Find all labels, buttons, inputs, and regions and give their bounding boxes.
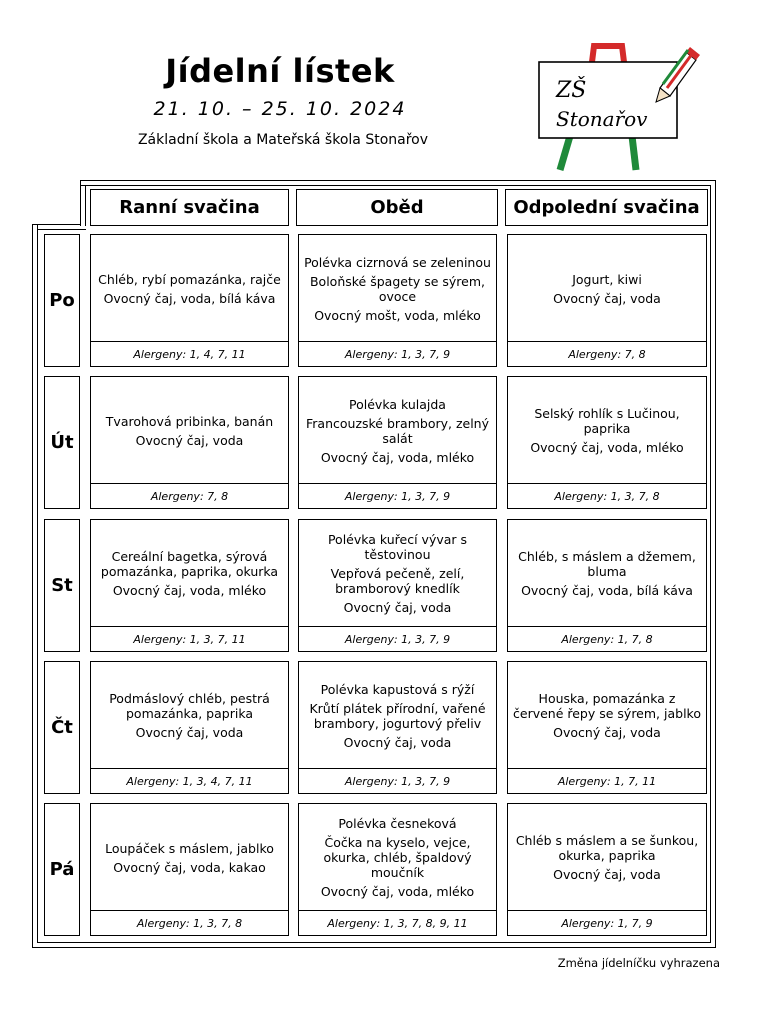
menu-cell: [298, 519, 497, 652]
easel-top-red: [592, 46, 624, 62]
menu-cell: [298, 661, 497, 794]
column-header-morning-snack: Ranní svačina: [90, 189, 289, 226]
menu-line: Ovocný mošt, voda, mléko: [314, 307, 481, 323]
menu-line: Chléb, rybí pomazánka, rajče: [98, 271, 281, 287]
menu-items: [91, 235, 288, 342]
menu-items: [508, 520, 706, 627]
menu-line: Ovocný čaj, voda: [343, 600, 452, 615]
menu-cell: [90, 519, 289, 652]
menu-cell: [298, 803, 497, 936]
menu-cell: [507, 234, 707, 367]
menu-cell: [507, 661, 707, 794]
allergens-label: Alergeny: 1, 3, 4, 7, 11: [91, 768, 288, 793]
menu-line: Polévka kapustová s rýží: [320, 681, 475, 697]
menu-cell: [90, 376, 289, 509]
menu-line: Ovocný čaj, voda, mléko: [112, 583, 267, 598]
menu-cell: [507, 376, 707, 509]
allergens-label: Alergeny: 1, 4, 7, 11: [91, 341, 288, 366]
menu-line: Ovocný čaj, voda, kakao: [113, 859, 266, 875]
menu-cell: [298, 234, 497, 367]
menu-line: Francouzské brambory, zelný salát: [306, 415, 489, 446]
logo-text-zs: ZŠ: [556, 78, 587, 103]
menu-line: Krůtí plátek přírodní, vařené brambory, jogurtový přeliv: [309, 700, 486, 731]
menu-line: Podmáslový chléb, pestrá pomazánka, paprika: [109, 691, 270, 721]
menu-line: Tvarohová pribinka, banán: [105, 413, 274, 429]
menu-items: [299, 377, 496, 484]
menu-line: Ovocný čaj, voda: [343, 734, 452, 750]
menu-line: Boloňské špagety se sýrem, ovoce: [309, 273, 486, 304]
menu-line: Ovocný čaj, voda: [135, 432, 244, 448]
menu-cell: [90, 661, 289, 794]
menu-line: Ovocný čaj, voda, mléko: [530, 440, 684, 455]
menu-line: Chléb s máslem a se šunkou, okurka, paprika: [515, 833, 699, 863]
menu-line: Polévka kulajda: [349, 396, 446, 412]
allergens-label: Alergeny: 1, 7, 11: [508, 768, 706, 793]
easel-leg-left: [560, 136, 570, 170]
menu-cell: [507, 803, 707, 936]
menu-cell: [298, 376, 497, 509]
column-header-lunch: Oběd: [296, 189, 498, 226]
menu-line: Ovocný čaj, voda, bílá káva: [521, 583, 693, 598]
easel-leg-right: [632, 136, 636, 170]
menu-line: Ovocný čaj, voda: [553, 867, 661, 882]
menu-line: Ovocný čaj, voda, mléko: [320, 884, 475, 899]
menu-items: [508, 377, 706, 484]
menu-line: Ovocný čaj, voda: [553, 290, 661, 306]
menu-items: [508, 662, 706, 769]
menu-items: [91, 662, 288, 769]
allergens-label: Alergeny: 1, 3, 7, 9: [299, 626, 496, 651]
menu-line: Selský rohlík s Lučinou, paprika: [534, 406, 680, 436]
menu-line: Chléb, s máslem a džemem, bluma: [518, 549, 696, 579]
day-label: St: [44, 519, 80, 652]
day-label: Po: [44, 234, 80, 367]
allergens-label: Alergeny: 1, 3, 7, 9: [299, 768, 496, 793]
menu-items: [91, 377, 288, 484]
menu-cell: [90, 234, 289, 367]
footer-note: Změna jídelníčku vyhrazena: [557, 956, 720, 970]
allergens-label: Alergeny: 1, 3, 7, 9: [299, 341, 496, 366]
menu-line: Polévka kuřecí vývar s těstovinou: [327, 532, 468, 562]
allergens-label: Alergeny: 1, 7, 9: [508, 910, 706, 935]
menu-line: Jogurt, kiwi: [572, 271, 642, 287]
menu-line: Cereální bagetka, sýrová pomazánka, paprika, okurka: [100, 549, 279, 579]
day-label: Čt: [44, 661, 80, 794]
allergens-label: Alergeny: 7, 8: [508, 341, 706, 366]
date-range: 21. 10. – 25. 10. 2024: [153, 98, 407, 120]
menu-items: [299, 662, 496, 769]
menu-line: Polévka cizrnová se zeleninou: [304, 254, 491, 270]
allergens-label: Alergeny: 1, 3, 7, 11: [91, 626, 288, 651]
menu-items: [508, 235, 706, 342]
allergens-label: Alergeny: 1, 7, 8: [508, 626, 706, 651]
menu-line: Houska, pomazánka z červené řepy se sýrem, jablko: [513, 691, 701, 721]
allergens-label: Alergeny: 1, 3, 7, 8, 9, 11: [299, 910, 496, 935]
menu-line: Vepřová pečeně, zelí, bramborový knedlík: [330, 566, 465, 596]
school-logo-easel: [536, 42, 700, 172]
menu-line: Čočka na kyselo, vejce, okurka, chléb, špaldový moučník: [323, 835, 472, 880]
logo-text-stonarov: Stonařov: [556, 107, 648, 131]
menu-items: [299, 520, 496, 627]
menu-items: [508, 804, 706, 911]
menu-line: Ovocný čaj, voda: [553, 725, 661, 740]
school-name: Základní škola a Mateřská škola Stonařov: [137, 132, 429, 148]
day-label: Út: [44, 376, 80, 509]
column-header-afternoon-snack: Odpolední svačina: [505, 189, 708, 226]
allergens-label: Alergeny: 1, 3, 7, 8: [91, 910, 288, 935]
menu-line: Ovocný čaj, voda, mléko: [320, 449, 475, 465]
menu-items: [91, 804, 288, 911]
allergens-label: Alergeny: 7, 8: [91, 483, 288, 508]
menu-items: [299, 235, 496, 342]
menu-items: [91, 520, 288, 627]
menu-line: Polévka česneková: [338, 816, 457, 831]
day-label: Pá: [44, 803, 80, 936]
menu-items: [299, 804, 496, 911]
menu-line: Ovocný čaj, voda, bílá káva: [103, 290, 276, 306]
page-title: Jídelní lístek: [165, 52, 395, 90]
allergens-label: Alergeny: 1, 3, 7, 8: [508, 483, 706, 508]
menu-line: Ovocný čaj, voda: [135, 725, 244, 740]
menu-line: Loupáček s máslem, jablko: [105, 840, 274, 856]
menu-cell: [507, 519, 707, 652]
allergens-label: Alergeny: 1, 3, 7, 9: [299, 483, 496, 508]
menu-cell: [90, 803, 289, 936]
